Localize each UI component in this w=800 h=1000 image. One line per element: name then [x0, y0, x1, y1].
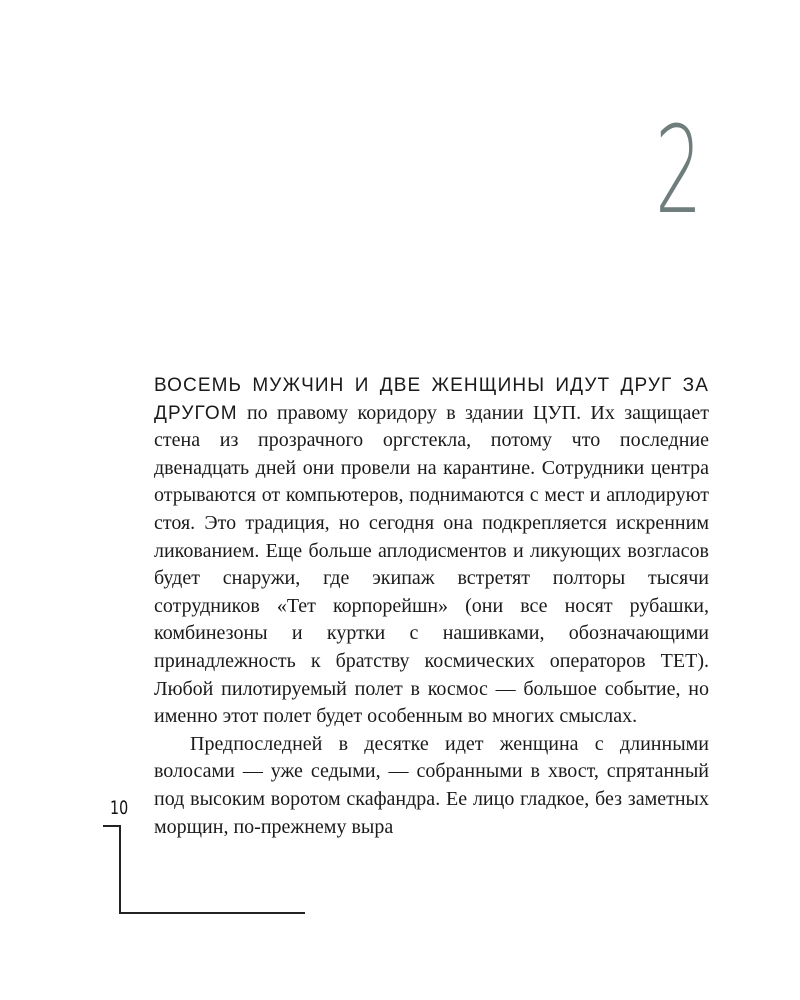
paragraph-1-text: по правому коридору в здании ЦУП. Их защищает стена из прозрачного оргстекла, потому что последние двенадцать дней они провели на карантине. Сотрудники центра отрываются от компьютеров, поднимаются с мест и аплодируют стоя. Это традиция, но сегодня она подкрепляется искренним ликованием. Еще больше аплодисментов и ликующих возгласов будет снаружи, где экипаж встретят полторы тысячи сотрудников «Тет корпорейшн» (они все носят рубашки, комбинезоны и куртки с нашивками, обозначающими принадлежность к братству космических операторов ТЕТ). Любой пилотируемый полет в космос — большое событие, но именно этот полет будет особенным во многих смыслах.: [154, 401, 709, 728]
paragraph-2: Предпоследней в десятке идет женщина с длинными волосами — уже седыми, — собранными в хвост, спрятанный под высоким воротом скафандра. Ее лицо гладкое, без заметных морщин, по-прежнему выра: [154, 732, 709, 838]
folio-rule-vertical: [119, 825, 121, 914]
body-text: [154, 372, 709, 841]
lead-in-caps: ВОСЕМЬ МУЖЧИН И ДВЕ ЖЕНЩИНЫ ИДУТ ДРУГ ЗА ДРУГОМ: [154, 375, 709, 424]
page-number: 10: [110, 797, 129, 819]
folio-rule-bottom: [119, 912, 305, 914]
paragraph-1: [154, 372, 709, 731]
chapter-number: 2: [655, 102, 703, 241]
